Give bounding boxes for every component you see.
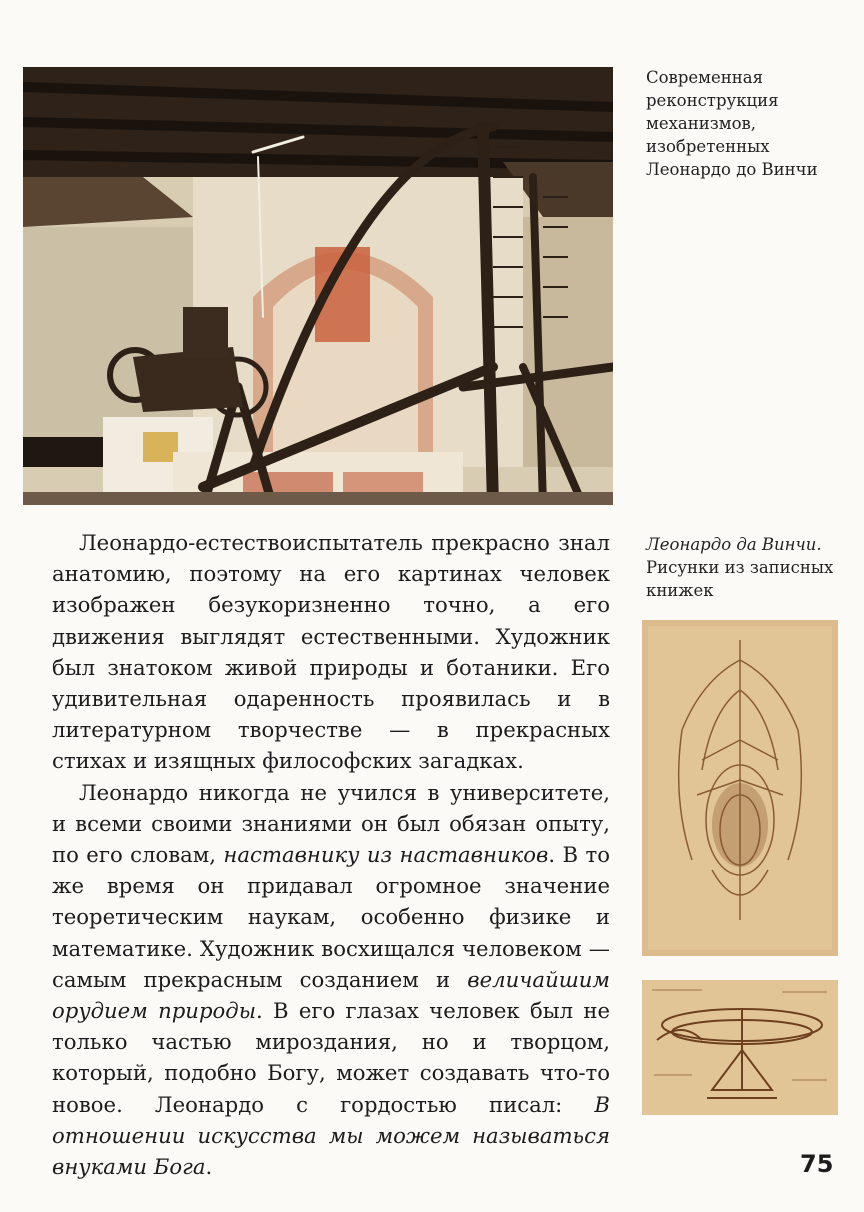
italic-quote: В отношении искусства мы можем называться внуками Бога [52,1091,610,1180]
paragraph-1: Леонардо-естествоиспытатель прекрасно знал анатомию, поэтому на его картинах человек изображен безукоризненно точно, а его движения выглядят естественными. Художник был знатоком живой природы и ботаники. Его удивительная одаренность проявилась и в литературном творчестве — в прекрасных стихах и изящных философских загадках. [52,530,610,774]
paragraph-2-text: . В то же время он придавал огромное значение теоретическим наукам, особенно физике и математике. Художник восхищался человеком — самым прекрасным созданием и [52,842,610,992]
main-text [52,527,610,1182]
sketches-caption [646,533,846,602]
paragraph-2-text: . В его глазах человек был не только частью мироздания, но и творцом, который, подобно Богу, может создавать что-то новое. Леонардо с гордостью писал: [52,998,610,1117]
paragraph-2-text: Леонардо никогда не учился в университете, и всеми своими знаниями он был обязан опыту, по его словам, [52,779,610,868]
paragraph-2 [52,777,610,1183]
mechanism-reconstruction-photo [23,67,613,505]
sketches-caption-text: Рисунки из записных книжек [646,558,834,600]
paragraph-2-text: . [205,1154,213,1180]
sketches-caption-author: Леонардо да Винчи. [646,535,822,554]
italic-quote: величайшим орудием природы [52,966,610,1024]
aerial-screw-sketch-image [642,980,838,1115]
page-number: 75 [800,1150,834,1178]
photo-caption: Современная реконструкция механизмов, изобретенных Леонардо до Винчи [646,68,818,179]
italic-quote: наставнику из наставников [223,842,549,868]
anatomical-sketch-image [642,620,838,956]
